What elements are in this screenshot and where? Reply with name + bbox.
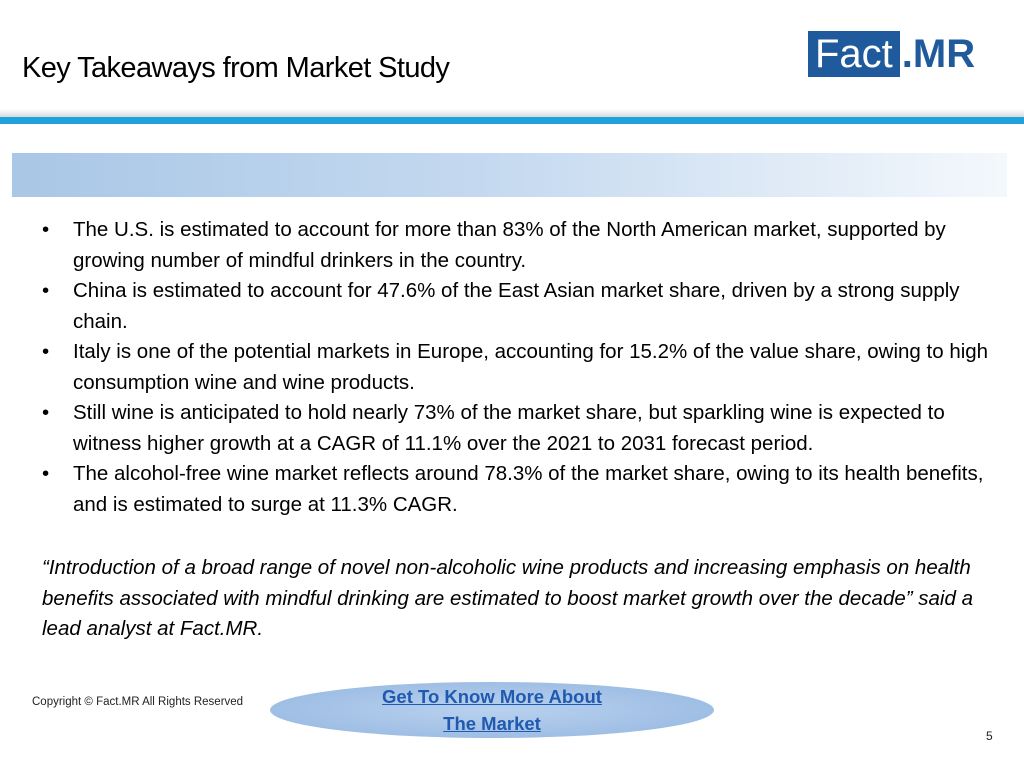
factmr-logo: [808, 31, 975, 77]
bullet-item: [42, 215, 1002, 276]
logo-fact-text: Fact: [808, 31, 900, 77]
logo-mr-text: .MR: [901, 32, 976, 76]
bullet-text: China is estimated to account for 47.6% of the East Asian market share, driven by a strong supply chain.: [73, 279, 960, 333]
page-number: 5: [986, 729, 993, 743]
slide-title: Key Takeaways from Market Study: [22, 52, 450, 84]
header-rule: [0, 117, 1024, 124]
bullet-icon: •: [42, 218, 50, 241]
know-more-button[interactable]: [270, 682, 714, 738]
bullet-item: [42, 459, 1002, 520]
know-more-link-line1[interactable]: Get To Know More About: [382, 686, 602, 707]
bullet-item: [42, 337, 1002, 398]
gradient-band: [12, 153, 1007, 197]
bullet-text: The alcohol-free wine market reflects around 78.3% of the market share, owing to its health benefits, and is estimated to surge at 11.3% CAGR.: [73, 462, 984, 516]
bullet-icon: •: [42, 279, 50, 302]
takeaways-list: [42, 215, 1002, 520]
bullet-item: [42, 276, 1002, 337]
bullet-icon: •: [42, 340, 50, 363]
bullet-text: Still wine is anticipated to hold nearly 73% of the market share, but sparkling wine is expected to witness higher growth at a CAGR of 11.1% over the 2021 to 2031 forecast period.: [73, 401, 945, 455]
bullet-item: [42, 398, 1002, 459]
bullet-text: Italy is one of the potential markets in Europe, accounting for 15.2% of the value share, owing to high consumption wine and wine products.: [73, 340, 989, 394]
bullet-text: The U.S. is estimated to account for more than 83% of the North American market, supported by growing number of mindful drinkers in the country.: [73, 218, 946, 272]
know-more-link-line2[interactable]: The Market: [443, 713, 541, 734]
copyright-notice: Copyright © Fact.MR All Rights Reserved: [32, 696, 244, 708]
analyst-quote: “Introduction of a broad range of novel non-alcoholic wine products and increasing emphasis on health benefits associated with mindful drinking are estimated to boost market growth over the decade” said a lead analyst at Fact.MR.: [42, 556, 973, 640]
bullet-icon: •: [42, 462, 50, 485]
bullet-icon: •: [42, 401, 50, 424]
